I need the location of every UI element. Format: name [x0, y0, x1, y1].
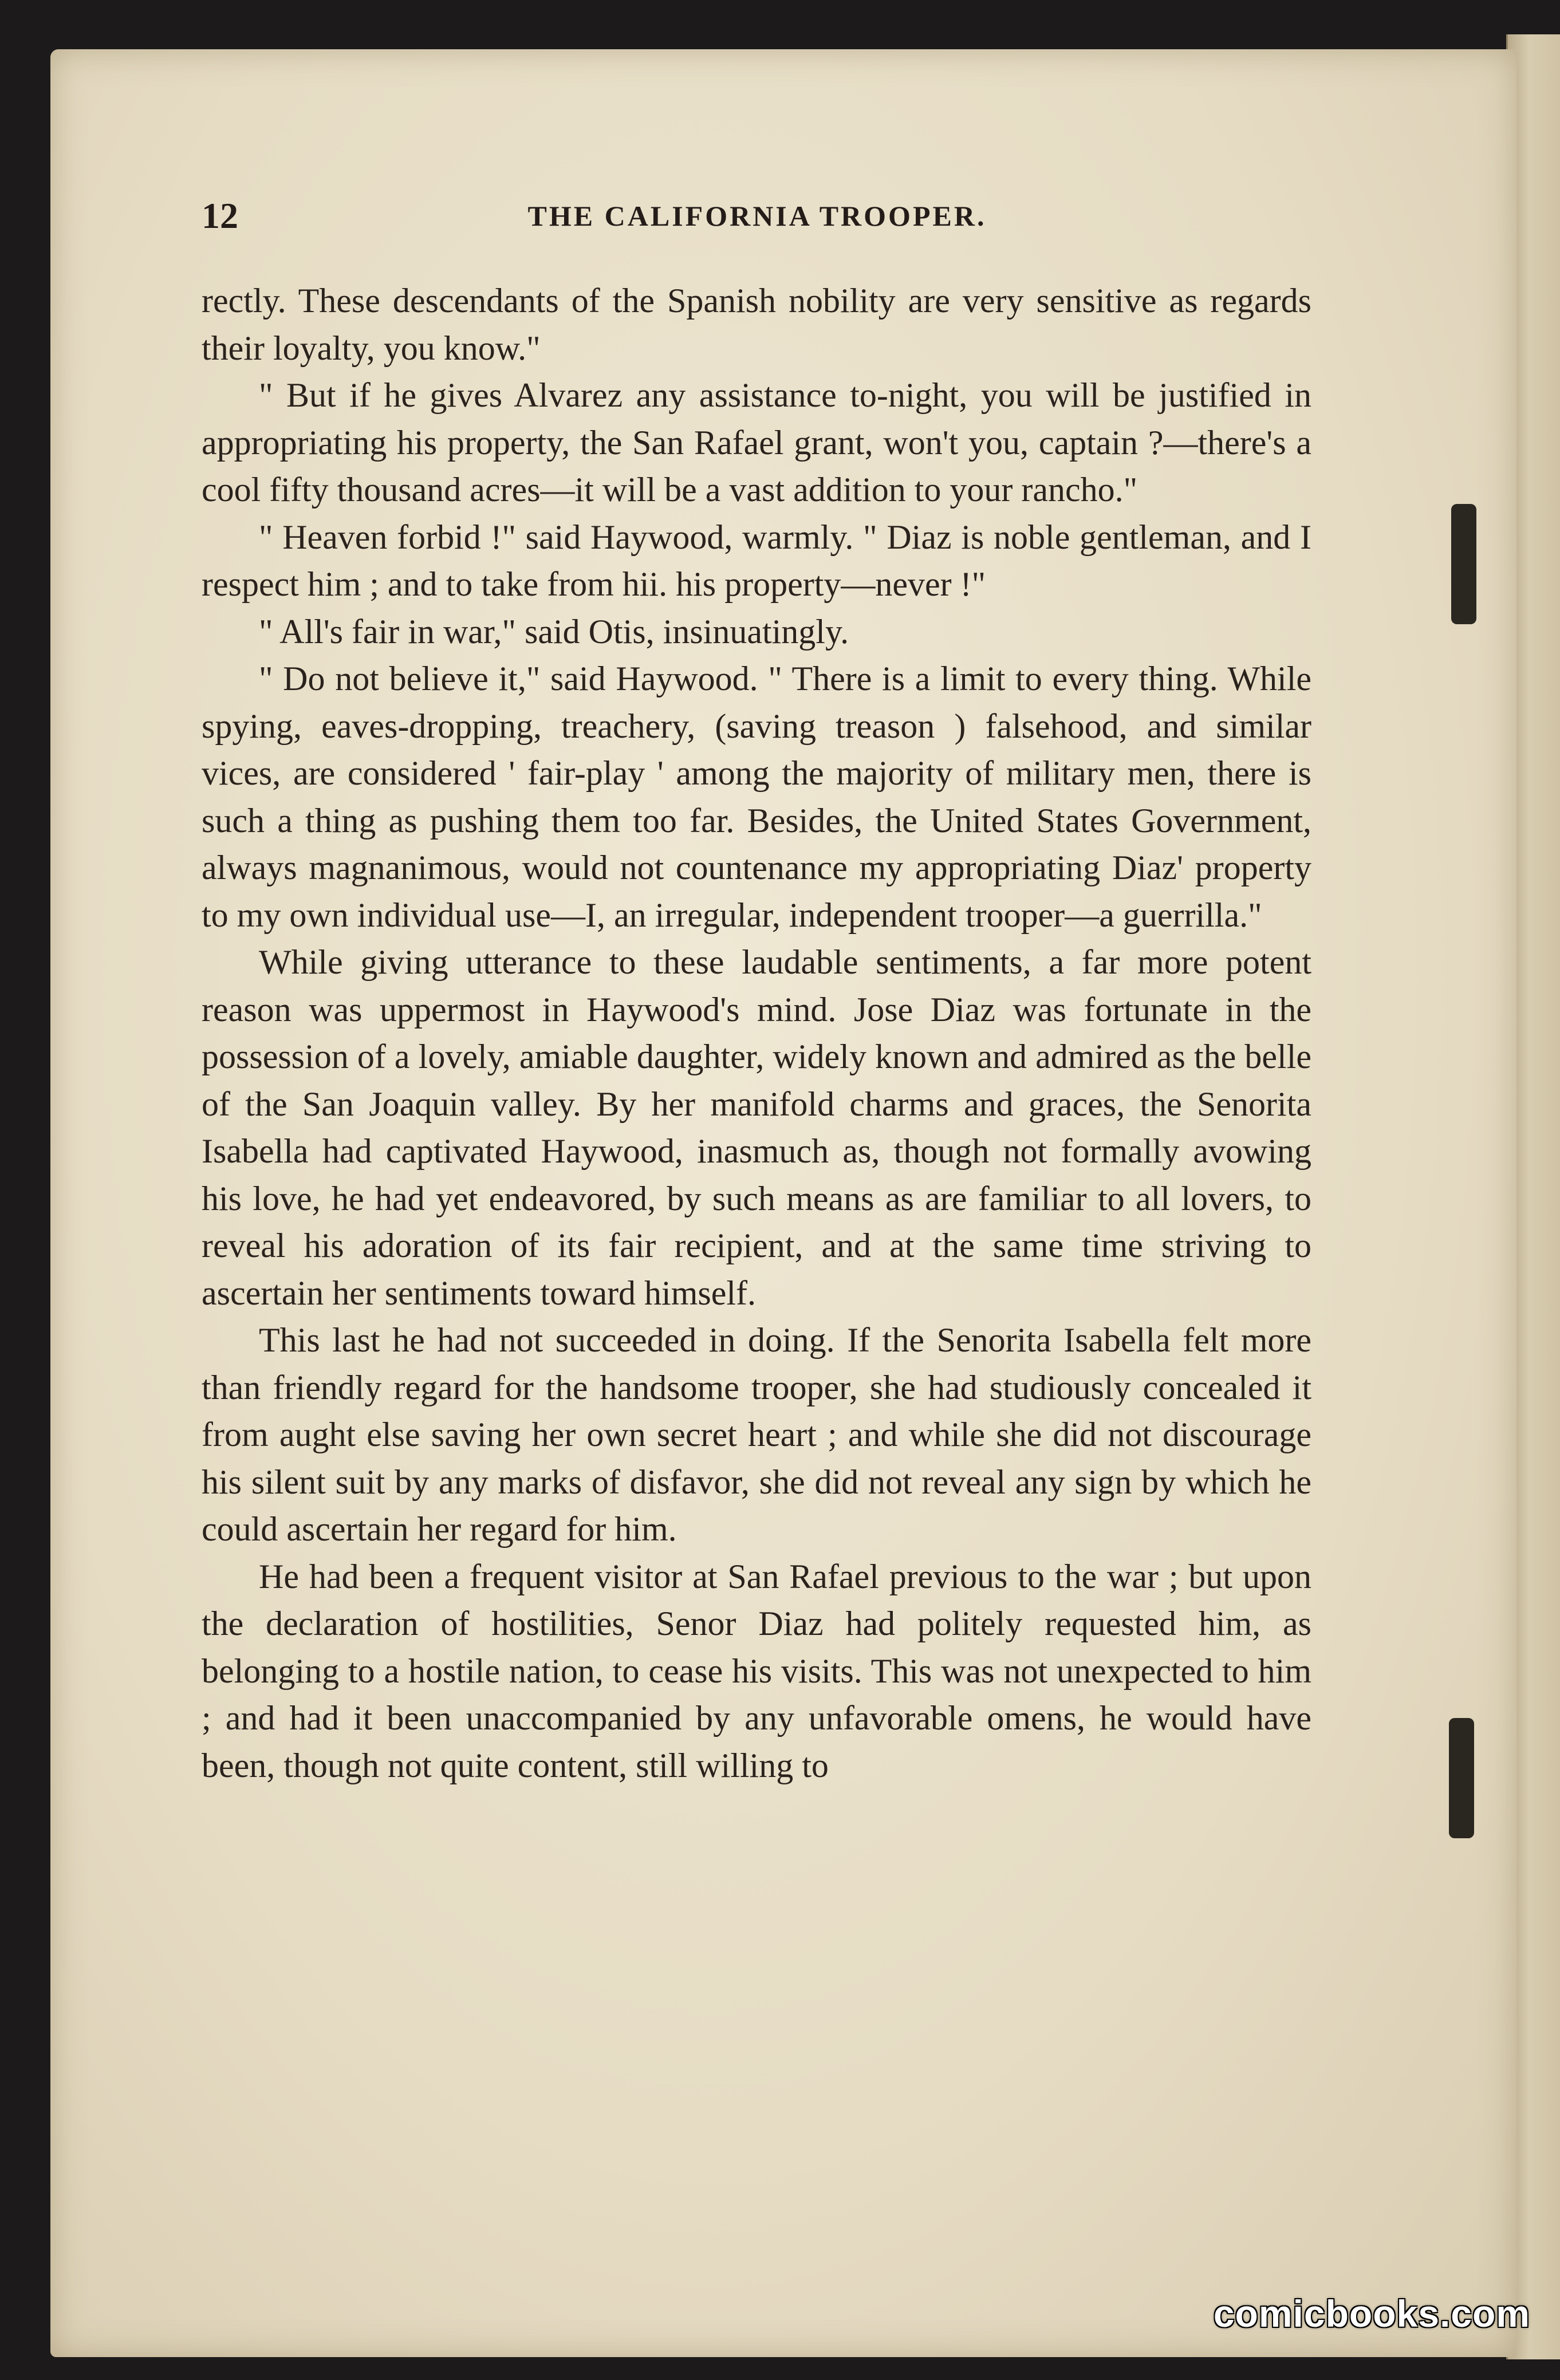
paragraph: " But if he gives Alvarez any assistance to-night, you will be justified in appropriating his property, the San Rafael grant, won't you, captain ?—there's a cool fifty thousand acres—it will be a vast addition to your rancho."	[202, 376, 1311, 509]
page-number: 12	[202, 195, 238, 236]
binding-hole	[1449, 1718, 1474, 1838]
paragraph: While giving utterance to these laudable sentiments, a far more potent reason was uppermost in Haywood's mind. Jose Diaz was fortunate in the possession of a lovely, amiable daughter, widely known and admired as the belle of the San Joaquin valley. By her manifold charms and graces, the Senorita Isabella had captivated Haywood, inasmuch as, though not formally avowing his love, he had yet endeavored, by such means as are familiar to all lovers, to reveal his adoration of its fair recipient, and at the same time striving to ascertain her sentiments toward himself.	[202, 943, 1311, 1312]
body-text	[202, 277, 1311, 1789]
paragraph: rectly. These descendants of the Spanish nobility are very sensitive as regards their loyalty, you know."	[202, 282, 1311, 367]
page-header	[202, 195, 1313, 235]
paragraph: " Do not believe it," said Haywood. " There is a limit to every thing. While spying, eaves-dropping, treachery, (saving treason ) falsehood, and similar vices, are considered ' fair-play ' among the majority of military men, there is such a thing as pushing them too far. Besides, the United States Government, always magnanimous, would not countenance my appropriating Diaz' property to my own individual use—I, an irregular, independent trooper—a guerrilla."	[202, 660, 1311, 934]
running-title: THE CALIFORNIA TROOPER.	[527, 200, 987, 232]
watermark: comicbooks.com	[1213, 2292, 1530, 2335]
paragraph: He had been a frequent visitor at San Rafael previous to the war ; but upon the declaration of hostilities, Senor Diaz had politely requested him, as belonging to a hostile nation, to cease his visits. This was not unexpected to him ; and had it been unaccompanied by any unfavorable omens, he would have been, though not quite content, still willing to	[202, 1557, 1311, 1784]
binding-hole	[1451, 504, 1476, 624]
paragraph: " All's fair in war," said Otis, insinuatingly.	[259, 612, 849, 651]
paragraph: " Heaven forbid !" said Haywood, warmly. " Diaz is noble gentleman, and I respect him ; and to take from hii. his property—never !"	[202, 518, 1311, 603]
paragraph: This last he had not succeeded in doing. If the Senorita Isabella felt more than friendly regard for the handsome trooper, she had studiously concealed it from aught else saving her own secret heart ; and while she did not discourage his silent suit by any marks of disfavor, she did not reveal any sign by which he could ascertain her regard for him.	[202, 1321, 1311, 1548]
